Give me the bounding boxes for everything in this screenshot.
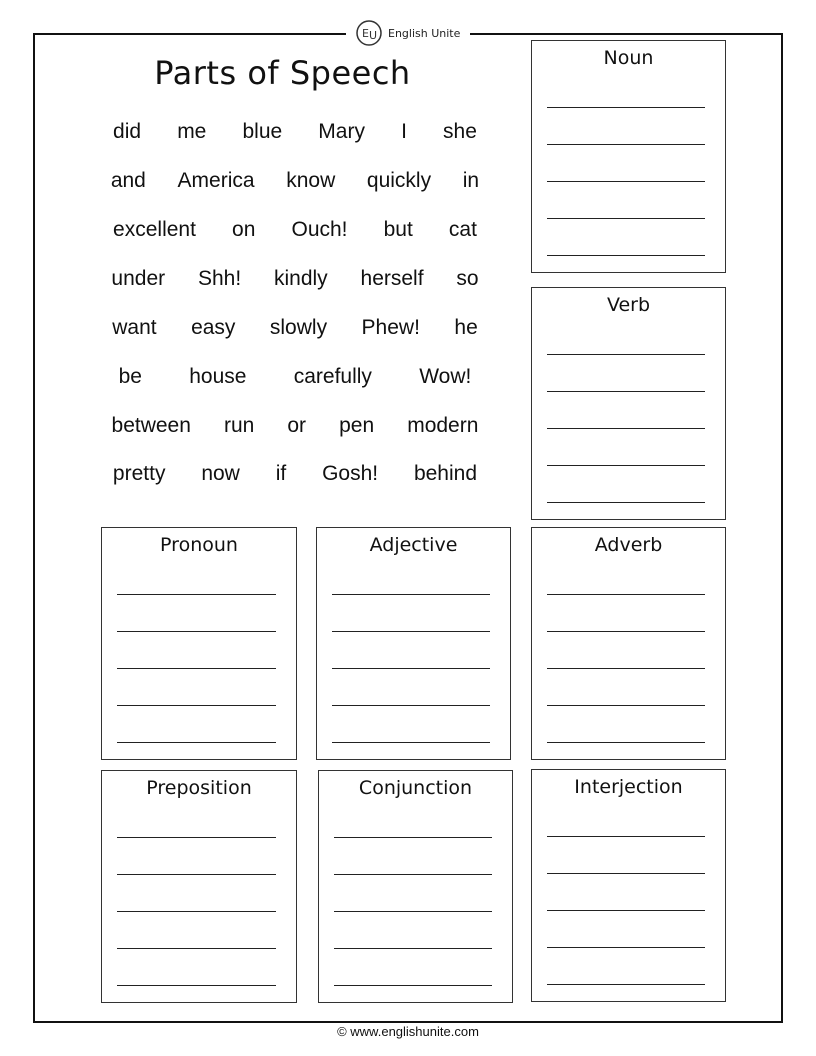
word-item: Gosh! bbox=[322, 462, 379, 485]
writing-line bbox=[547, 984, 705, 985]
word-item: excellent bbox=[113, 218, 196, 241]
word-item: under bbox=[111, 267, 166, 290]
word-item: behind bbox=[413, 462, 478, 485]
svg-text:U: U bbox=[369, 29, 378, 42]
adverb-label: Adverb bbox=[594, 534, 663, 556]
word-item: pretty bbox=[112, 462, 166, 485]
writing-line bbox=[117, 631, 276, 632]
noun-box bbox=[531, 40, 726, 273]
preposition-label: Preposition bbox=[146, 777, 252, 799]
word-item: Phew! bbox=[361, 316, 420, 339]
writing-line bbox=[547, 947, 705, 948]
preposition-box bbox=[101, 770, 297, 1003]
word-item: if bbox=[275, 462, 287, 485]
writing-line bbox=[332, 668, 490, 669]
word-item: Wow! bbox=[419, 365, 472, 388]
word-item: me bbox=[177, 120, 207, 143]
word-item: carefully bbox=[293, 365, 372, 388]
word-item: modern bbox=[407, 414, 479, 437]
word-item: blue bbox=[242, 120, 283, 143]
noun-label: Noun bbox=[603, 47, 654, 69]
word-item: be bbox=[118, 365, 142, 388]
writing-line bbox=[547, 502, 705, 503]
writing-line bbox=[332, 742, 490, 743]
verb-box bbox=[531, 287, 726, 520]
word-item: but bbox=[383, 218, 413, 241]
brand-name: English Unite bbox=[388, 26, 461, 40]
word-item: run bbox=[223, 414, 255, 437]
writing-line bbox=[547, 354, 705, 355]
writing-line bbox=[547, 668, 705, 669]
word-item: in bbox=[462, 169, 480, 192]
writing-line bbox=[117, 594, 276, 595]
writing-line bbox=[117, 742, 276, 743]
writing-line bbox=[334, 911, 492, 912]
writing-line bbox=[117, 837, 276, 838]
eu-logo-icon bbox=[354, 18, 384, 48]
writing-line bbox=[547, 391, 705, 392]
word-row bbox=[95, 365, 495, 389]
word-item: want bbox=[112, 316, 157, 339]
word-item: America bbox=[177, 169, 255, 192]
writing-line bbox=[547, 144, 705, 145]
writing-line bbox=[117, 911, 276, 912]
writing-line bbox=[332, 631, 490, 632]
writing-line bbox=[117, 985, 276, 986]
pronoun-box bbox=[101, 527, 297, 760]
word-item: herself bbox=[360, 267, 424, 290]
word-item: Ouch! bbox=[291, 218, 348, 241]
writing-line bbox=[334, 948, 492, 949]
word-row bbox=[95, 462, 495, 486]
word-row bbox=[95, 316, 495, 340]
writing-line bbox=[547, 107, 705, 108]
word-item: cat bbox=[448, 218, 477, 241]
adverb-box bbox=[531, 527, 726, 760]
writing-line bbox=[547, 873, 705, 874]
word-item: and bbox=[110, 169, 146, 192]
writing-line bbox=[117, 705, 276, 706]
adjective-box bbox=[316, 527, 511, 760]
conjunction-label: Conjunction bbox=[358, 777, 473, 799]
word-item: quickly bbox=[366, 169, 432, 192]
word-item: know bbox=[286, 169, 336, 192]
word-item: Mary bbox=[318, 120, 365, 143]
writing-line bbox=[547, 255, 705, 256]
writing-line bbox=[332, 594, 490, 595]
word-item: easy bbox=[191, 316, 236, 339]
word-row bbox=[95, 218, 495, 242]
writing-line bbox=[547, 910, 705, 911]
word-item: kindly bbox=[273, 267, 328, 290]
pronoun-label: Pronoun bbox=[160, 534, 238, 556]
brand-header bbox=[346, 14, 470, 52]
word-item: pen bbox=[339, 414, 375, 437]
conjunction-box bbox=[318, 770, 513, 1003]
writing-line bbox=[117, 668, 276, 669]
adjective-label: Adjective bbox=[369, 534, 458, 556]
writing-line bbox=[117, 948, 276, 949]
writing-line bbox=[547, 218, 705, 219]
word-item: on bbox=[232, 218, 256, 241]
writing-line bbox=[547, 465, 705, 466]
writing-line bbox=[334, 837, 492, 838]
writing-line bbox=[547, 428, 705, 429]
word-item: house bbox=[189, 365, 247, 388]
writing-line bbox=[547, 836, 705, 837]
word-item: so bbox=[456, 267, 479, 290]
interjection-box bbox=[531, 769, 726, 1002]
word-item: between bbox=[111, 414, 191, 437]
word-row bbox=[95, 267, 495, 291]
writing-line bbox=[547, 742, 705, 743]
writing-line bbox=[547, 594, 705, 595]
word-item: slowly bbox=[269, 316, 328, 339]
interjection-label: Interjection bbox=[574, 776, 683, 798]
word-item: I bbox=[401, 120, 407, 143]
writing-line bbox=[117, 874, 276, 875]
verb-label: Verb bbox=[606, 294, 651, 316]
word-item: he bbox=[454, 316, 478, 339]
writing-line bbox=[332, 705, 490, 706]
writing-line bbox=[547, 631, 705, 632]
page-title: Parts of Speech bbox=[154, 54, 411, 92]
svg-text:E: E bbox=[362, 27, 369, 40]
word-item: she bbox=[443, 120, 477, 143]
writing-line bbox=[547, 705, 705, 706]
writing-line bbox=[334, 874, 492, 875]
word-item: now bbox=[201, 462, 240, 485]
writing-line bbox=[334, 985, 492, 986]
word-item: or bbox=[287, 414, 307, 437]
word-row bbox=[95, 414, 495, 438]
word-row bbox=[95, 120, 495, 144]
writing-line bbox=[547, 181, 705, 182]
word-item: did bbox=[113, 120, 142, 143]
word-row bbox=[95, 169, 495, 193]
word-item: Shh! bbox=[197, 267, 242, 290]
footer-copyright: © www.englishunite.com bbox=[337, 1024, 479, 1039]
